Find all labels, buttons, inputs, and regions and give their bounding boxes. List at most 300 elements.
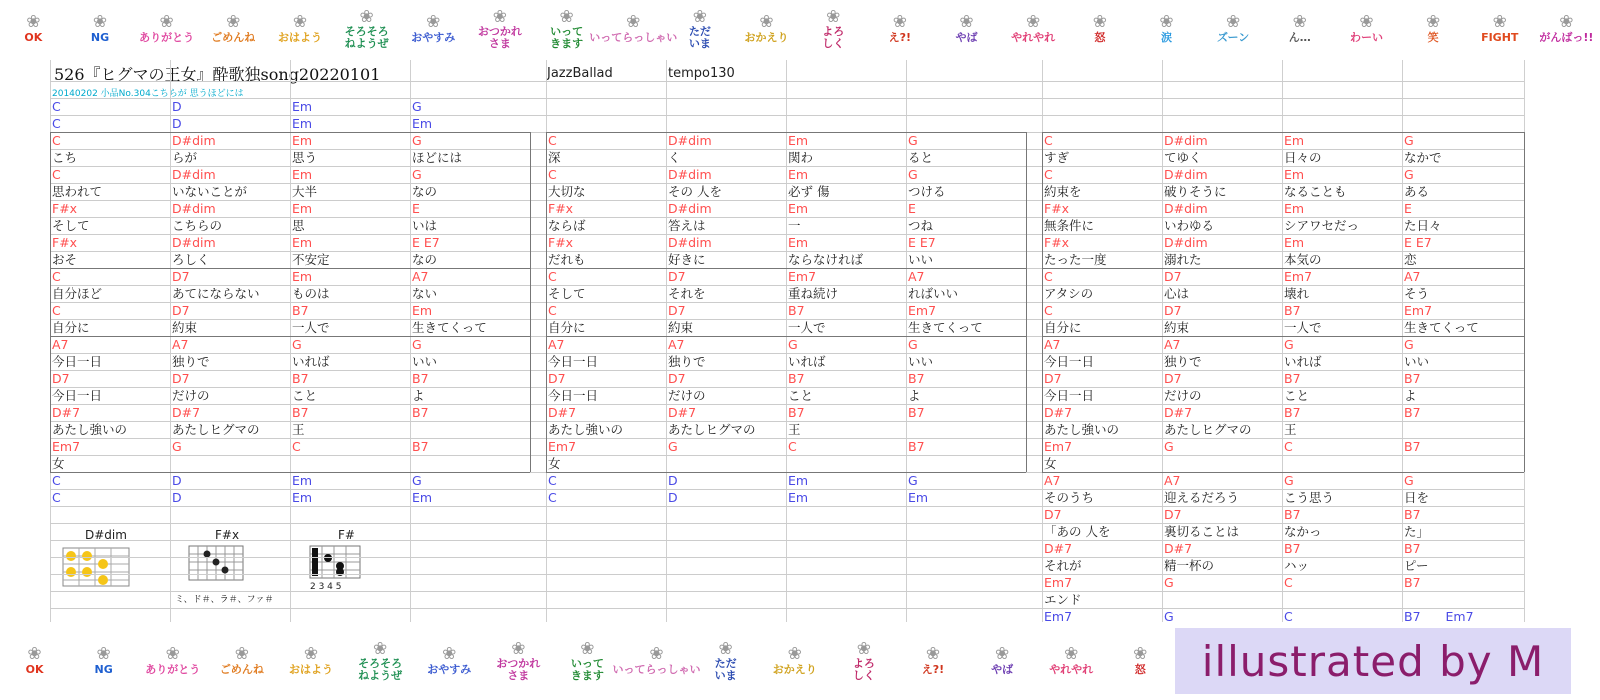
section-border (546, 472, 1026, 473)
sheet-cell: G (908, 337, 918, 352)
grid-column-line (666, 60, 667, 622)
rabbit-icon: ❀ (626, 12, 641, 33)
sheet-cell: 日々の (1284, 150, 1322, 165)
sheet-cell: 溺れた (1164, 252, 1202, 267)
sheet-cell: C (52, 99, 61, 114)
sheet-cell: 裏切ることは (1164, 524, 1240, 539)
sticker (589, 12, 678, 45)
sheet-cell: なの (412, 252, 438, 267)
sheet-cell: いわゆる (1164, 218, 1215, 233)
section-border (50, 472, 530, 473)
sheet-cell: ろしく (172, 252, 210, 267)
sheet-cell: Em (292, 167, 313, 182)
tempo-label: tempo130 (668, 66, 735, 81)
sheet-cell: ると (908, 150, 934, 165)
rabbit-icon: ❀ (580, 638, 595, 659)
style-label: JazzBallad (547, 66, 613, 81)
sticker-text: やば (991, 663, 1014, 677)
sticker-text: がんばっ!! (1539, 31, 1594, 45)
sheet-cell: よ (1404, 388, 1417, 403)
rabbit-icon: ❀ (1226, 12, 1241, 33)
sheet-cell: G (412, 337, 422, 352)
sheet-cell: D7 (1164, 507, 1182, 522)
sheet-cell: 自分に (52, 320, 90, 335)
sheet-cell: すぎ (1044, 150, 1070, 165)
sticker-text: ただ いま (714, 657, 737, 682)
sheet-cell: D7 (172, 269, 190, 284)
sheet-cell: 一人で (1284, 320, 1322, 335)
sheet-cell: C (52, 490, 61, 505)
sheet-cell: 約束 (172, 320, 198, 335)
grid-row-line (50, 115, 1524, 116)
sheet-cell: D#7 (668, 405, 697, 420)
sheet-cell: なかで (1404, 150, 1442, 165)
sheet-cell: 今日一日 (1044, 388, 1095, 403)
sheet-cell: だけの (1164, 388, 1202, 403)
sheet-cell: それを (668, 286, 706, 301)
sheet-cell: C (548, 133, 557, 148)
sheet-cell: D (172, 473, 182, 488)
sheet-cell: B7 (1404, 405, 1421, 420)
sheet-cell: いは (412, 218, 438, 233)
sticker-text: おやすみ (427, 663, 472, 677)
sheet-cell: Em (908, 490, 929, 505)
sheet-cell: 自分に (548, 320, 586, 335)
sheet-cell: 今日一日 (52, 388, 103, 403)
sheet-cell: E (1404, 201, 1412, 216)
sheet-cell: Em (788, 473, 809, 488)
sticker (968, 646, 1037, 675)
sheet-cell: だけの (172, 388, 210, 403)
sticker-text: OK (25, 663, 44, 677)
sheet-cell: あたし強いの (548, 422, 624, 437)
sticker-text: そろそろ ねようぜ (358, 657, 403, 682)
sheet-cell: いれば (788, 354, 826, 369)
sticker (733, 14, 800, 43)
sheet-cell: 日を (1404, 490, 1430, 505)
sheet-cell: てゆく (1164, 150, 1202, 165)
fret-numbers: 2 3 4 5 (310, 582, 342, 592)
sheet-cell: 約束 (668, 320, 694, 335)
grid-column-line (786, 60, 787, 622)
rabbit-icon: ❀ (787, 644, 802, 665)
sticker-text: ありがとう (145, 663, 201, 677)
rabbit-icon: ❀ (759, 12, 774, 33)
rabbit-icon: ❀ (492, 6, 508, 27)
sheet-cell: C (1044, 167, 1053, 182)
sheet-cell: B7 (1284, 507, 1301, 522)
sheet-cell: Em7 (908, 303, 937, 318)
sheet-cell: 今日一日 (52, 354, 103, 369)
sticker (760, 646, 829, 675)
grid-column-line (410, 60, 411, 622)
sheet-cell: B7 (788, 303, 805, 318)
sheet-cell: 大半 (292, 184, 318, 199)
sticker-text: わーい (1349, 31, 1383, 45)
chord-diagram-label: F#x (215, 528, 240, 542)
sheet-cell: ハッ (1284, 558, 1310, 573)
section-border (1524, 132, 1525, 268)
subtitle: 20140202 小品No.304こちらが 思うほどには (52, 89, 244, 99)
sheet-cell: 自分ほど (52, 286, 103, 301)
sheet-cell: 約束 (1164, 320, 1190, 335)
sheet-cell: ものは (292, 286, 330, 301)
sheet-cell: 精一杯の (1164, 558, 1215, 573)
sheet-cell: B7 (292, 371, 309, 386)
sheet-cell: よ (908, 388, 921, 403)
sheet-cell: A7 (668, 337, 685, 352)
sheet-cell: E (412, 201, 420, 216)
sticker-text: そろそろ ねようぜ (344, 25, 389, 50)
sheet-cell: 生きてくって (1404, 320, 1479, 335)
sticker-text: え?! (888, 31, 912, 45)
sheet-cell: あたしヒグマの (172, 422, 260, 437)
sheet-cell: だれも (548, 252, 586, 267)
sheet-cell: 女 (52, 456, 65, 471)
sheet-cell: F#x (1044, 235, 1070, 250)
sheet-cell: 今日一日 (548, 354, 599, 369)
sheet-cell: あたし強いの (52, 422, 128, 437)
sheet-cell: なかっ (1284, 524, 1322, 539)
sheet-cell: Em (788, 167, 809, 182)
sticker-text: おはよう (277, 31, 322, 45)
sheet-cell: G (1404, 167, 1414, 182)
sticker (691, 638, 760, 682)
sheet-cell: 独りで (172, 354, 210, 369)
sheet-cell: D#dim (172, 235, 216, 250)
sheet-cell: 女 (1044, 456, 1057, 471)
sticker (69, 646, 138, 675)
sheet-cell: Em7 (1044, 575, 1073, 590)
sheet-cell: こと (788, 388, 814, 403)
chord-diagram-label: F# (338, 528, 355, 542)
sheet-cell: C (548, 490, 557, 505)
sheet-cell: A7 (1164, 337, 1181, 352)
rabbit-icon: ❀ (303, 644, 319, 665)
sheet-cell: G (412, 167, 422, 182)
sheet-cell: 破りそうに (1164, 184, 1227, 199)
rabbit-icon: ❀ (1092, 12, 1107, 33)
sheet-cell: 今日一日 (548, 388, 599, 403)
sheet-cell: D7 (52, 371, 70, 386)
rabbit-icon: ❀ (1159, 12, 1174, 33)
sheet-cell: D (668, 490, 678, 505)
sheet-cell: G (412, 133, 422, 148)
rabbit-icon: ❀ (1492, 12, 1507, 33)
sheet-cell: 思う (292, 150, 318, 165)
sheet-cell: D#7 (548, 405, 577, 420)
sheet-cell: 心は (1164, 286, 1190, 301)
sheet-cell: G (412, 473, 422, 488)
sheet-cell: 必ず 傷 (788, 184, 830, 199)
sheet-cell: Em7 (1044, 609, 1073, 624)
rabbit-icon: ❀ (994, 644, 1010, 665)
sheet-cell: なることも (1284, 184, 1347, 199)
rabbit-icon: ❀ (26, 12, 41, 33)
sticker (207, 646, 276, 675)
sheet-cell: B7 (788, 371, 805, 386)
sheet-cell: B7 (1404, 575, 1421, 590)
sheet-cell: た」 (1404, 524, 1430, 539)
rabbit-icon: ❀ (426, 12, 441, 33)
sheet-cell: あたし強いの (1044, 422, 1120, 437)
section-border (1524, 268, 1525, 336)
sheet-cell: ならば (548, 218, 586, 233)
sticker (1133, 14, 1200, 43)
sticker (267, 14, 334, 43)
sticker-text: OK (24, 31, 43, 45)
sheet-cell: らが (172, 150, 198, 165)
sheet-cell: あてにならない (172, 286, 260, 301)
sheet-cell: E E7 (908, 235, 936, 250)
section-border (530, 132, 531, 268)
sheet-cell: D7 (668, 371, 686, 386)
sheet-cell: A7 (1164, 473, 1181, 488)
sheet-cell: Em7 (1404, 303, 1433, 318)
sheet-cell: 重ね続け (788, 286, 839, 301)
sheet-cell: ピー (1404, 558, 1429, 573)
section-border (530, 268, 531, 336)
sticker-text: おはよう (288, 663, 333, 677)
sheet-cell: 大切な (548, 184, 586, 199)
sheet-cell: いれば (292, 354, 330, 369)
sticker-text: おやすみ (411, 31, 456, 45)
sheet-cell: そのうち (1044, 490, 1095, 505)
sheet-cell: D7 (548, 371, 566, 386)
sheet-cell: 関わ (788, 150, 814, 165)
grid-row-line (50, 421, 1524, 422)
grid-row-line (50, 81, 1524, 82)
sheet-cell: Em7 (52, 439, 81, 454)
sticker-text: ありがとう (139, 31, 195, 45)
sticker-text: ズーン (1217, 31, 1250, 45)
sticker (933, 14, 1000, 43)
sheet-cell: G (1404, 473, 1414, 488)
sheet-cell: こと (1284, 388, 1310, 403)
sheet-cell: B7 (292, 405, 309, 420)
sheet-cell: エンド (1044, 592, 1082, 607)
sheet-cell: G (412, 99, 422, 114)
sheet-cell: C (548, 473, 557, 488)
sheet-cell: G (668, 439, 678, 454)
sheet-cell: C (548, 167, 557, 182)
sticker (0, 14, 67, 43)
grid-row-line (50, 608, 1524, 609)
sheet-cell: 王 (788, 422, 801, 437)
sticker (829, 638, 898, 682)
grid-row-line (50, 98, 1524, 99)
sheet-cell: そして (548, 286, 586, 301)
grid-row-line (50, 370, 1524, 371)
section-border (50, 132, 51, 268)
sheet-cell: D7 (1044, 371, 1062, 386)
sticker-strip-top (0, 0, 1600, 58)
sheet-cell: A7 (52, 337, 69, 352)
sticker-text: いって きます (570, 657, 604, 682)
section-border (1042, 336, 1043, 472)
grid-row-line (50, 574, 1524, 575)
sheet-cell: A7 (548, 337, 565, 352)
sheet-cell: く (668, 150, 681, 165)
sticker-text: おつかれ さま (496, 657, 541, 682)
sheet-cell: 迎えるだろう (1164, 490, 1240, 505)
sheet-cell: こと (292, 388, 318, 403)
sheet-cell: Em (1284, 167, 1305, 182)
section-border (1042, 336, 1524, 337)
sheet-cell: D#dim (1164, 235, 1208, 250)
sheet-cell: その 人を (668, 184, 722, 199)
sheet-cell: C (548, 303, 557, 318)
sheet-cell: C (788, 439, 797, 454)
grid-row-line (50, 455, 1524, 456)
sheet-cell: D#7 (172, 405, 201, 420)
grid-column-line (1282, 60, 1283, 622)
sheet-cell: いれば (1284, 354, 1322, 369)
sticker (333, 6, 400, 50)
grid-column-line (290, 60, 291, 622)
sheet-cell: D#dim (172, 201, 216, 216)
sticker-text: よろ しく (822, 25, 845, 50)
sheet-cell: たった一度 (1044, 252, 1107, 267)
sticker-text: NG (94, 663, 113, 677)
sticker-text: よろ しく (852, 657, 875, 682)
sheet-cell: 無条件に (1044, 218, 1095, 233)
sheet-cell: A7 (1404, 269, 1421, 284)
sticker (200, 14, 267, 43)
sticker-text: やれやれ (1011, 31, 1056, 45)
sheet-cell: D7 (1164, 269, 1182, 284)
sheet-cell: E (908, 201, 916, 216)
grid-row-line (50, 506, 1524, 507)
sticker-text: おつかれ さま (477, 25, 522, 50)
sheet-cell: ならなければ (788, 252, 864, 267)
sheet-cell: いい (412, 354, 438, 369)
section-border (530, 336, 531, 472)
sheet-cell: B7 (908, 371, 925, 386)
sticker (67, 14, 134, 43)
sheet-cell: いい (908, 252, 934, 267)
sticker-text: NG (90, 31, 110, 45)
sheet-cell: D#7 (1044, 541, 1073, 556)
section-border (1042, 268, 1524, 269)
sticker-text: いって きます (550, 25, 584, 50)
sticker (467, 6, 534, 50)
sheet-cell: C (1044, 269, 1053, 284)
sheet-cell: C (52, 167, 61, 182)
sheet-cell: 独りで (668, 354, 706, 369)
sheet-cell: B7 (412, 371, 429, 386)
sheet-cell: 女 (548, 456, 561, 471)
section-border (1042, 472, 1524, 473)
sheet-cell: Em (412, 490, 433, 505)
sheet-cell: A7 (412, 269, 429, 284)
chord-note: ミ、ド＃、ラ＃、ファ＃ (175, 595, 274, 605)
sheet-cell: 自分に (1044, 320, 1082, 335)
sheet-cell: D7 (172, 303, 190, 318)
sheet-cell: Em7 (548, 439, 577, 454)
sheet-cell: B7 (1404, 507, 1421, 522)
sheet-cell: D#dim (668, 133, 712, 148)
chord-diagram-d-sharp-dim (55, 528, 167, 588)
section-border (50, 336, 530, 337)
chord-sheet (50, 60, 1550, 622)
sheet-cell: Em (788, 490, 809, 505)
section-border (1042, 132, 1524, 133)
sheet-cell: B7 (1404, 439, 1421, 454)
sheet-cell: Em (788, 201, 809, 216)
illustrator-credit: illustrated by M (1175, 628, 1571, 694)
sheet-cell: た日々 (1404, 218, 1442, 233)
sheet-cell: こち (52, 150, 78, 165)
sheet-cell: B7 (1284, 303, 1301, 318)
sheet-cell: D#7 (1044, 405, 1073, 420)
sheet-cell: D7 (172, 371, 190, 386)
section-border (1026, 336, 1027, 472)
sheet-cell: D (668, 473, 678, 488)
sheet-cell: 一 (788, 218, 801, 233)
rabbit-icon: ❀ (159, 12, 174, 33)
rabbit-icon: ❀ (96, 644, 111, 665)
rabbit-icon: ❀ (559, 6, 574, 27)
sheet-cell: Em (412, 116, 433, 131)
sheet-cell: A7 (1044, 473, 1061, 488)
sheet-cell: 答えは (668, 218, 706, 233)
sticker-text: やれやれ (1049, 663, 1094, 677)
section-border (50, 336, 51, 472)
sheet-cell: あたしヒグマの (668, 422, 756, 437)
chord-diagram-f-sharp (298, 528, 410, 594)
rabbit-icon: ❀ (1359, 12, 1374, 33)
sheet-cell: 思われて (52, 184, 103, 199)
sticker-text: 笑 (1427, 31, 1439, 45)
sheet-cell: 今日一日 (1044, 354, 1095, 369)
sheet-cell: G (1284, 473, 1294, 488)
sticker (400, 14, 467, 43)
d-sharp-dim-diagram-icon (55, 542, 167, 598)
rabbit-icon: ❀ (92, 12, 108, 33)
sheet-cell: Em (788, 133, 809, 148)
grid-column-line (170, 60, 171, 622)
sheet-cell: D (172, 99, 182, 114)
sticker (1037, 646, 1106, 675)
sheet-cell: G (1164, 439, 1174, 454)
rabbit-icon: ❀ (442, 644, 457, 665)
f-sharp-x-diagram-icon (175, 542, 287, 586)
section-border (50, 268, 530, 269)
sheet-cell: G (788, 337, 798, 352)
section-border (546, 268, 547, 336)
sheet-cell: C (52, 269, 61, 284)
sheet-cell: D#dim (1164, 167, 1208, 182)
sheet-cell: いい (908, 354, 934, 369)
sheet-cell: F#x (52, 201, 78, 216)
sheet-cell: ある (1404, 184, 1430, 199)
rabbit-icon: ❀ (1559, 12, 1574, 33)
sheet-cell: G (1404, 337, 1414, 352)
sheet-cell: D7 (668, 303, 686, 318)
sheet-cell: 一人で (292, 320, 330, 335)
sheet-cell: B7 (788, 405, 805, 420)
chord-diagram-label: D#dim (85, 528, 127, 542)
rabbit-icon: ❀ (826, 6, 841, 27)
sheet-cell: Em (1284, 201, 1305, 216)
sheet-cell: それが (1044, 558, 1082, 573)
rabbit-icon: ❀ (856, 638, 871, 659)
sheet-cell: 不安定 (292, 252, 330, 267)
sheet-cell: Em (292, 99, 313, 114)
rabbit-icon: ❀ (959, 12, 974, 33)
sheet-cell: D#dim (172, 133, 216, 148)
